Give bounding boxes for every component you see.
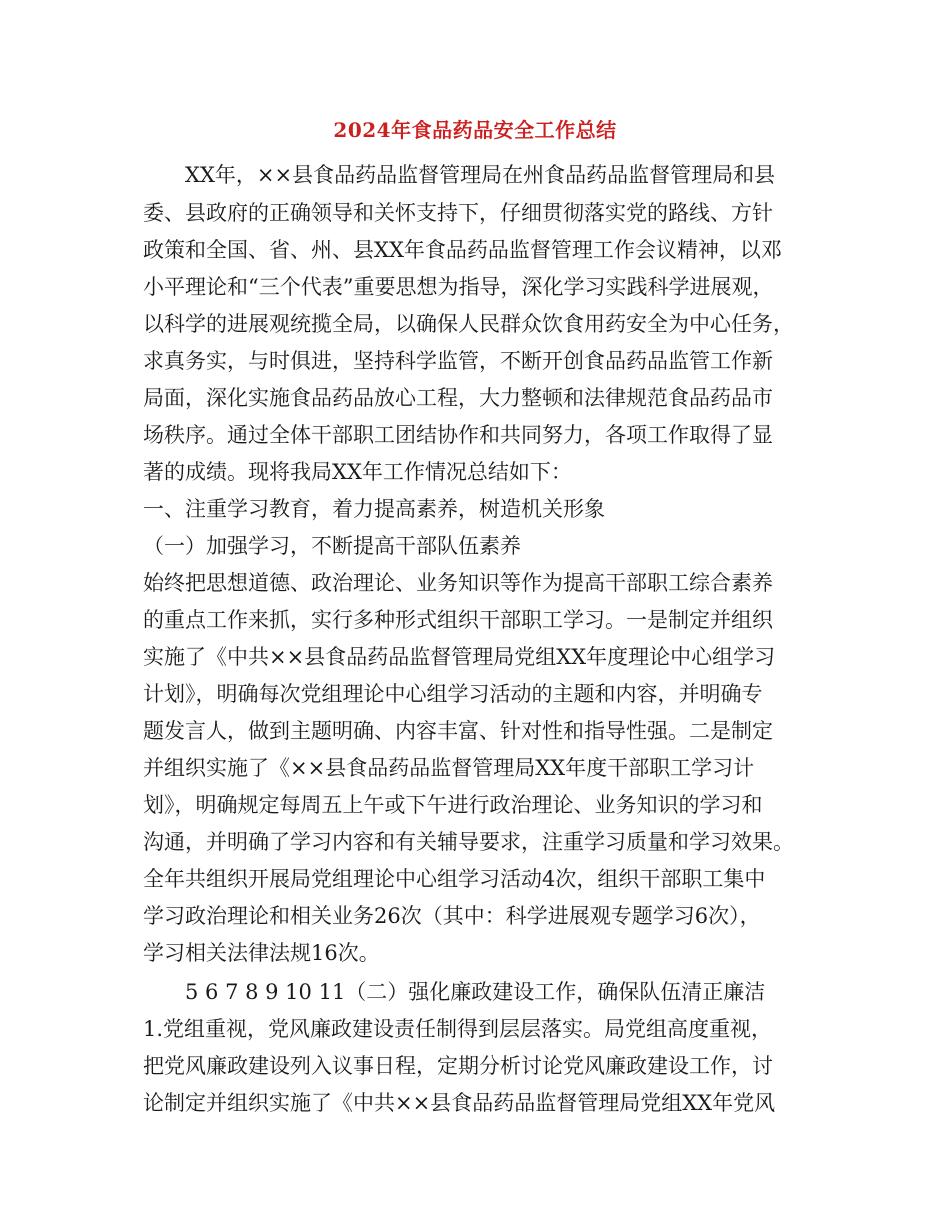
paragraph-line: 委、县政府的正确领导和关怀支持下，仔细贯彻落实党的路线、方针 — [143, 201, 773, 225]
paragraph-line: 实施了《中共××县食品药品监督管理局党组XX年度理论中心组学习 — [143, 645, 776, 669]
paragraph-line: 求真务实，与时俱进，坚持科学监管，不断开创食品药品监管工作新 — [143, 349, 773, 373]
paragraph-line: 1.党组重视，党风廉政建设责任制得到层层落实。局党组高度重视， — [143, 1017, 773, 1041]
paragraph-line: 以科学的进展观统揽全局，以确保人民群众饮食用药安全为中心任务， — [143, 312, 794, 336]
paragraph-line: 计划》，明确每次党组理论中心组学习活动的主题和内容，并明确专 — [143, 682, 763, 706]
paragraph-line: 把党风廉政建设列入议事日程，定期分析讨论党风廉政建设工作，讨 — [143, 1054, 773, 1078]
subsection-heading: （一）加强学习，不断提高干部队伍素养 — [143, 534, 521, 558]
paragraph-line: 题发言人，做到主题明确、内容丰富、针对性和指导性强。二是制定 — [143, 719, 773, 743]
paragraph-line: 小平理论和“三个代表”重要思想为指导，深化学习实践科学进展观， — [143, 275, 774, 299]
paragraph-line: 局面，深化实施食品药品放心工程，大力整顿和法律规范食品药品市 — [143, 386, 773, 410]
paragraph-line: 沟通，并明确了学习内容和有关辅导要求，注重学习质量和学习效果。 — [143, 830, 794, 854]
paragraph-line: XX年，××县食品药品监督管理局在州食品药品监督管理局和县 — [185, 163, 776, 187]
paragraph-line: 著的成绩。现将我局XX年工作情况总结如下： — [143, 460, 572, 484]
document-title: 2024年食品药品安全工作总结 — [333, 118, 617, 142]
paragraph-line: 的重点工作来抓，实行多种形式组织干部职工学习。一是制定并组织 — [143, 608, 773, 632]
subsection-heading: 5 6 7 8 9 10 11（二）强化廉政建设工作，确保队伍清正廉洁 — [185, 980, 766, 1004]
paragraph-line: 学习政治理论和相关业务26次（其中：科学进展观专题学习6次）， — [143, 904, 761, 928]
paragraph-line: 全年共组织开展局党组理论中心组学习活动4次，组织干部职工集中 — [143, 867, 766, 891]
paragraph-line: 场秩序。通过全体干部职工团结协作和共同努力，各项工作取得了显 — [143, 423, 773, 447]
paragraph-line: 划》，明确规定每周五上午或下午进行政治理论、业务知识的学习和 — [143, 793, 763, 817]
paragraph-line: 政策和全国、省、州、县XX年食品药品监督管理工作会议精神，以邓 — [143, 238, 782, 262]
paragraph-line: 学习相关法律法规16次。 — [143, 941, 380, 965]
paragraph-line: 始终把思想道德、政治理论、业务知识等作为提高干部职工综合素养 — [143, 571, 773, 595]
paragraph-line: 并组织实施了《××县食品药品监督管理局XX年度干部职工学习计 — [143, 756, 755, 780]
section-heading: 一、注重学习教育，着力提高素养，树造机关形象 — [143, 497, 605, 521]
paragraph-line: 论制定并组织实施了《中共××县食品药品监督管理局党组XX年党风 — [143, 1091, 776, 1115]
